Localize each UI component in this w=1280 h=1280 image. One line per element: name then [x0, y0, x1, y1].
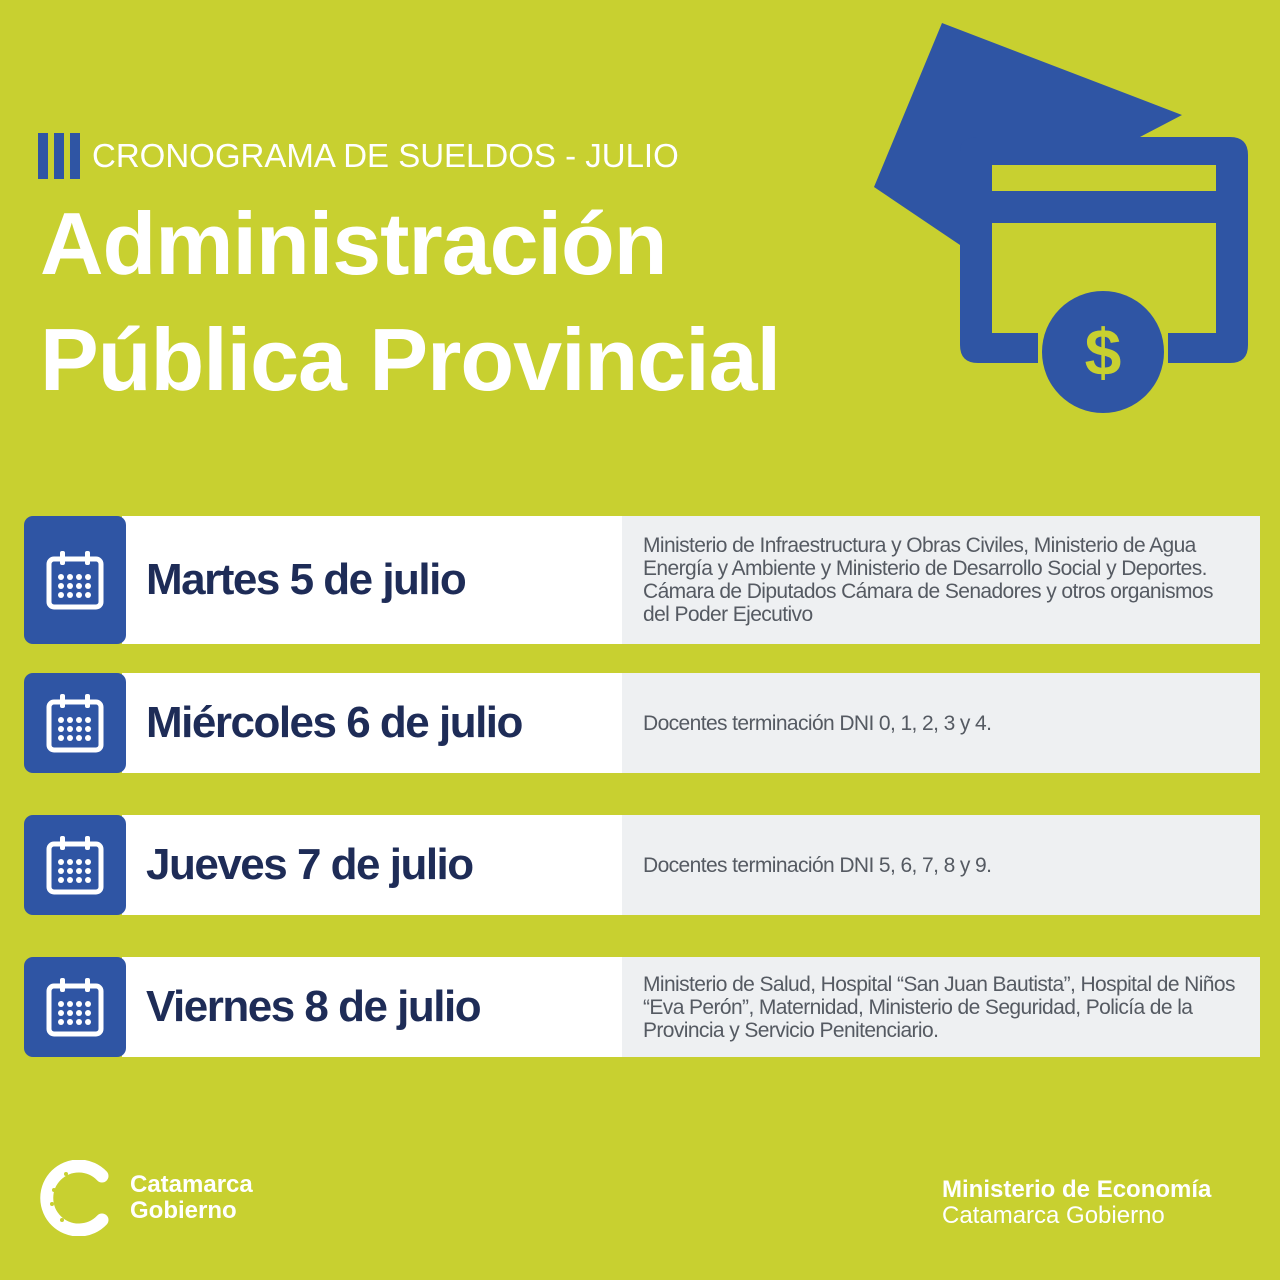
schedule-row-3	[24, 815, 1260, 915]
schedule-description: Ministerio de Infraestructura y Obras Civiles, Ministerio de Agua Energía y Ambiente y Ministerio de Desarrollo Social y Deportes. Cámara de Diputados Cámara de Senadores y otros organismos del Poder Ejecutivo	[643, 534, 1213, 626]
calendar-icon	[24, 673, 126, 773]
dollar-symbol: $	[1084, 315, 1122, 389]
schedule-date: Miércoles 6 de julio	[146, 698, 522, 747]
description-cell	[622, 516, 1260, 644]
schedule-row-1	[24, 516, 1260, 644]
date-cell	[122, 673, 622, 773]
date-cell	[122, 815, 622, 915]
kicker-bars-icon	[38, 133, 80, 179]
catamarca-logo-icon	[40, 1160, 116, 1236]
schedule-description: Docentes terminación DNI 0, 1, 2, 3 y 4.	[643, 711, 992, 735]
schedule-date: Jueves 7 de julio	[146, 840, 473, 889]
schedule-date: Viernes 8 de julio	[146, 982, 481, 1031]
kicker	[38, 133, 679, 179]
title-line-1: Administración	[40, 194, 667, 293]
page-title	[40, 186, 860, 418]
logo-line-1: Catamarca	[130, 1171, 253, 1198]
calendar-icon	[24, 815, 126, 915]
calendar-icon	[24, 957, 126, 1057]
calendar-icon	[24, 516, 126, 644]
logo-text	[130, 1172, 253, 1224]
schedule-row-4	[24, 957, 1260, 1057]
description-cell	[622, 673, 1260, 773]
title-line-2: Pública Provincial	[40, 310, 781, 409]
schedule-row-2	[24, 673, 1260, 773]
schedule-date: Martes 5 de julio	[146, 555, 466, 604]
credit-card-dollar-icon	[860, 15, 1280, 435]
ministry-name: Ministerio de Economía	[942, 1176, 1212, 1203]
date-cell	[122, 516, 622, 644]
description-cell	[622, 957, 1260, 1057]
catamarca-logo	[40, 1160, 253, 1236]
date-cell	[122, 957, 622, 1057]
government-name: Catamarca Gobierno	[942, 1202, 1165, 1229]
logo-line-2: Gobierno	[130, 1197, 237, 1224]
ministry-signature	[942, 1177, 1211, 1229]
schedule-description: Ministerio de Salud, Hospital “San Juan Bautista”, Hospital de Niños “Eva Perón”, Maternidad, Ministerio de Seguridad, Policía de la Provincia y Servicio Penitenciario.	[643, 972, 1235, 1042]
kicker-text: CRONOGRAMA DE SUELDOS - JULIO	[92, 137, 679, 174]
schedule-description: Docentes terminación DNI 5, 6, 7, 8 y 9.	[643, 853, 992, 877]
description-cell	[622, 815, 1260, 915]
